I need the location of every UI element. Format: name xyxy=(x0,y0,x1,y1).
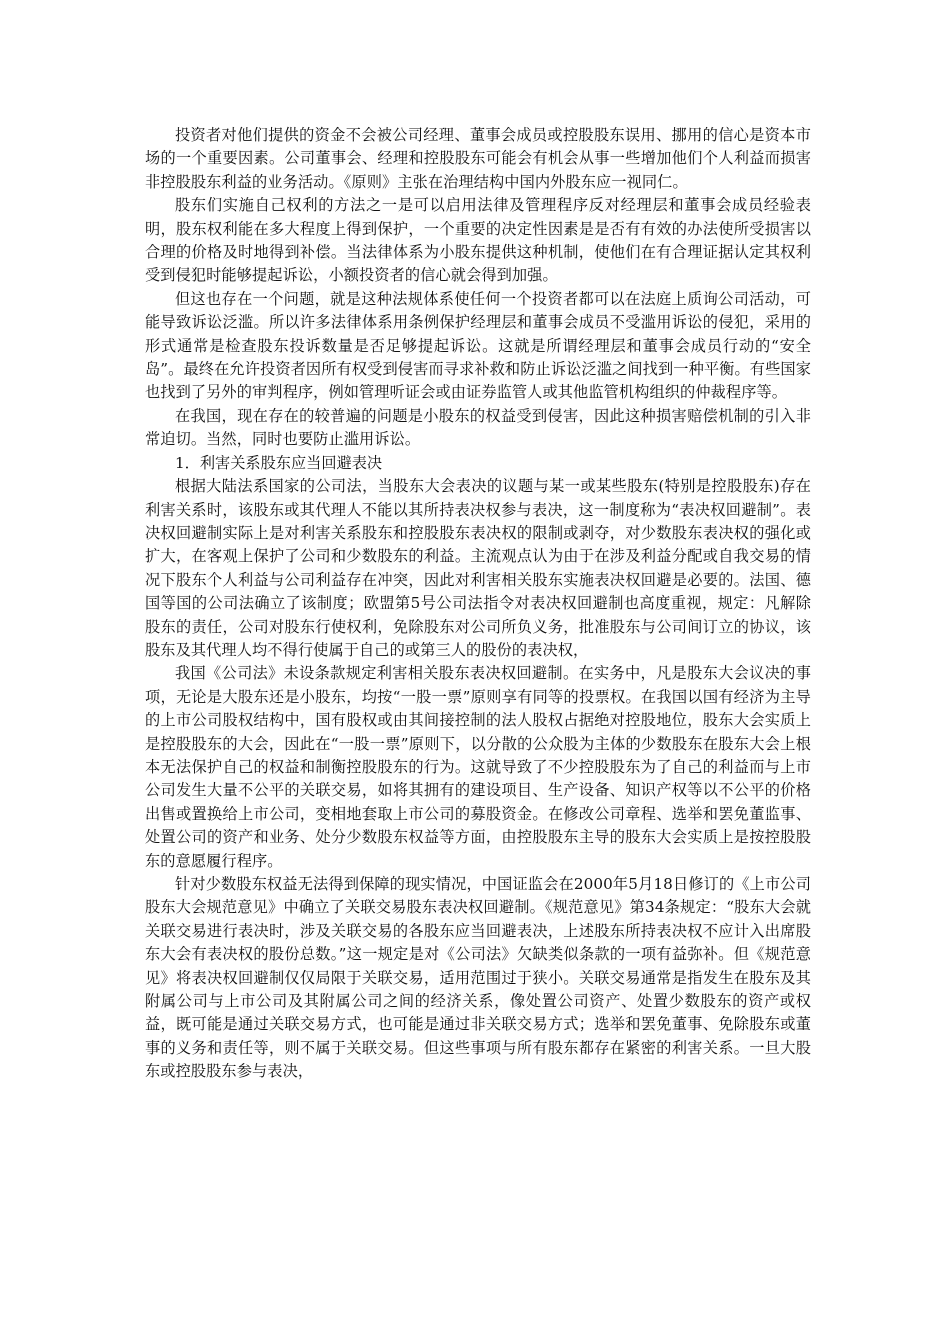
paragraph-shareholder-rights: 股东们实施自己权利的方法之一是可以启用法律及管理程序反对经理层和董事会成员经验表明，股东权利能在多大程度上得到保护，一个重要的决定性因素是是否有有效的办法使所受损害以合理的价格及时地得到补偿。当法律体系为小股东提供这种机制，使他们在有合理证据认定其权利受到侵犯时能够提起诉讼，小额投资者的信心就会得到加强。 xyxy=(145,196,811,285)
paragraph-investor-confidence: 投资者对他们提供的资金不会被公司经理、董事会成员或控股股东误用、挪用的信心是资本市场的一个重要因素。公司董事会、经理和控股股东可能会有机会从事一些增加他们个人利益而损害非控股股东利益的业务活动。《原则》主张在治理结构中国内外股东应一视同仁。 xyxy=(145,126,811,191)
section-heading: 1．利害关系股东应当回避表决 xyxy=(175,453,383,472)
paragraph-china-situation: 在我国，现在存在的较普遍的问题是小股东的权益受到侵害，因此这种损害赔偿机制的引入非常迫切。当然，同时也要防止滥用诉讼。 xyxy=(145,406,811,449)
paragraph-voting-recusal: 根据大陆法系国家的公司法，当股东大会表决的议题与某一或某些股东(特别是控股股东)存在利害关系时，该股东或其代理人不能以其所持表决权参与表决，这一制度称为“表决权回避制”。表决权回避制实际上是对利害关系股东和控股股东表决权的限制或剥夺，对少数股东表决权的强化或扩大，在客观上保护了公司和少数股东的利益。主流观点认为由于在涉及利益分配或自我交易的情况下股东个人利益与公司利益存在冲突，因此对利害相关股东实施表决权回避是必要的。法国、德国等国的公司法确立了该制度；欧盟第5号公司法指令对表决权回避制也高度重视，规定：凡解除股东的责任，公司对股东行使权利，免除股东对公司所负义务，批准股东与公司间订立的协议，该股东及其代理人均不得行使属于自己的或第三人的股份的表决权， xyxy=(145,477,811,659)
paragraph-company-law: 我国《公司法》未设条款规定利害相关股东表决权回避制。在实务中，凡是股东大会议决的事项，无论是大股东还是小股东，均按“一股一票”原则享有同等的投票权。在我国以国有经济为主导的上市公司股权结构中，国有股权或由其间接控制的法人股权占据绝对控股地位，股东大会实质上是控股股东的大会，因此在“一股一票”原则下，以分散的公众股为主体的少数股东在股东大会上根本无法保护自己的权益和制衡控股股东的行为。这就导致了不少控股股东为了自己的利益而与上市公司发生大量不公平的关联交易，如将其拥有的建设项目、生产设备、知识产权等以不公平的价格出售或置换给上市公司，变相地套取上市公司的募股资金。在修改公司章程、选举和罢免董监事、处置公司的资产和业务、处分少数股东权益等方面，由控股股东主导的股东大会实质上是按控股股东的意愿履行程序。 xyxy=(145,664,811,870)
paragraph-csrc-rules: 针对少数股东权益无法得到保障的现实情况，中国证监会在2000年5月18日修订的《上市公司股东大会规范意见》中确立了关联交易股东表决权回避制。《规范意见》第34条规定：“股东大会就关联交易进行表决时，涉及关联交易的各股东应当回避表决，上述股东所持表决权不应计入出席股东大会有表决权的股份总数。”这一规定是对《公司法》欠缺类似条款的一项有益弥补。但《规范意见》将表决权回避制仅仅局限于关联交易，适用范围过于狭小。关联交易通常是指发生在股东及其附属公司与上市公司及其附属公司之间的经济关系，像处置公司资产、处置少数股东的资产或权益，既可能是通过关联交易方式，也可能是通过非关联交易方式；选举和罢免董事、免除股东或董事的义务和责任等，则不属于关联交易。但这些事项与所有股东都存在紧密的利害关系。一旦大股东或控股股东参与表决， xyxy=(145,875,811,1081)
document-page xyxy=(145,124,811,1084)
paragraph-litigation-balance: 但这也存在一个问题，就是这种法规体系使任何一个投资者都可以在法庭上质询公司活动，可能导致诉讼泛滥。所以许多法律体系用条例保护经理层和董事会成员不受滥用诉讼的侵犯，采用的形式通常是检查股东投诉数量是否足够提起诉讼。这就是所谓经理层和董事会成员行动的“安全岛”。最终在允许投资者因所有权受到侵害而寻求补救和防止诉讼泛滥之间找到一种平衡。有些国家也找到了另外的审判程序，例如管理听证会或由证券监管人或其他监管机构组织的仲裁程序等。 xyxy=(145,289,811,402)
